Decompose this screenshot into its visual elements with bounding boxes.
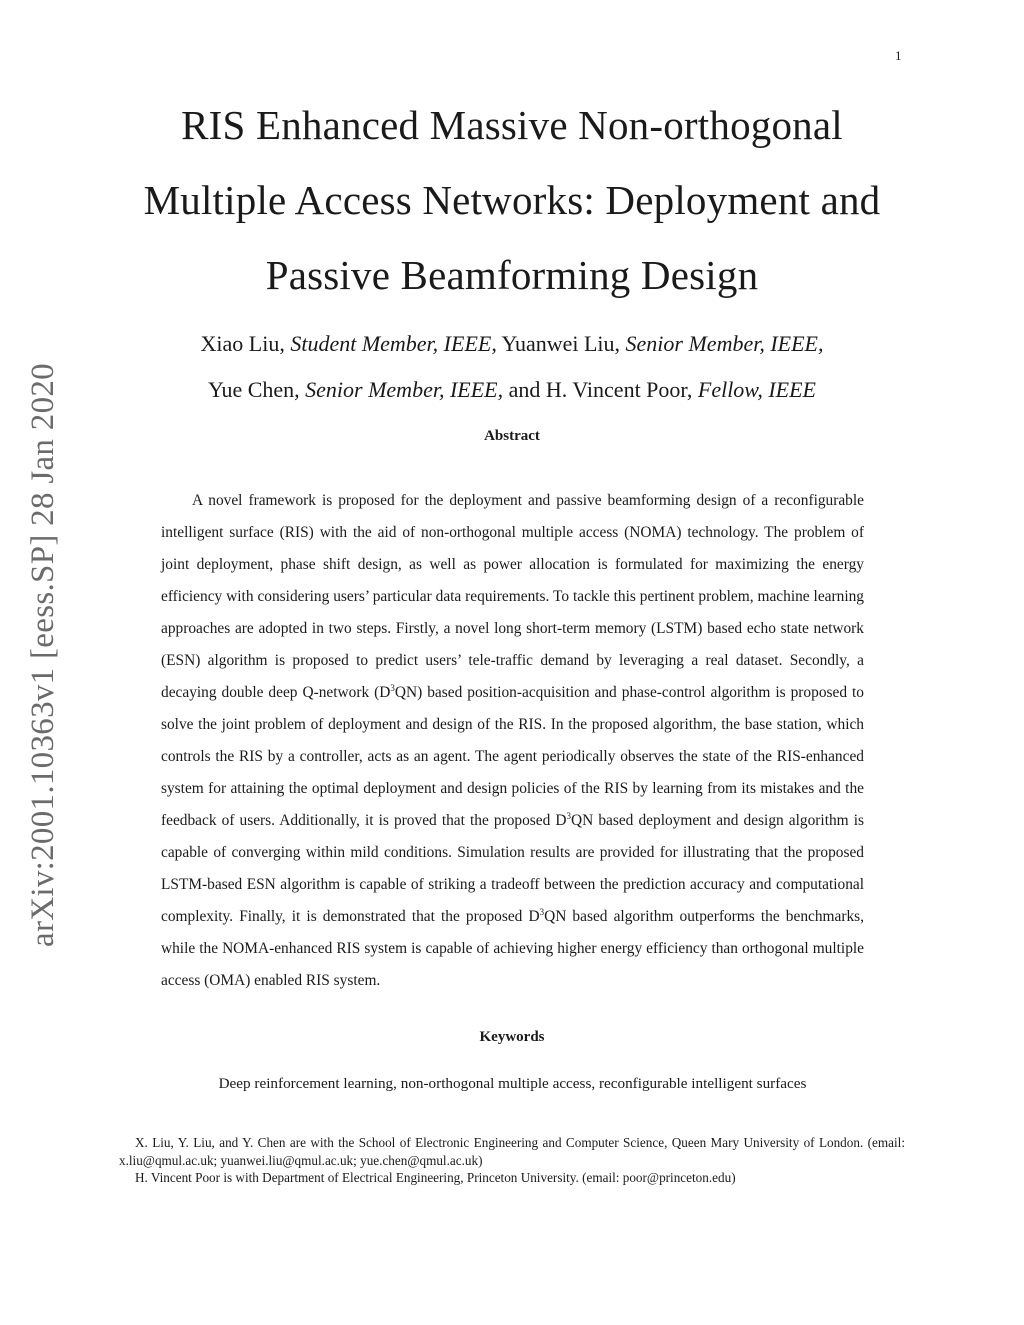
page-number: 1 (895, 48, 902, 63)
title-line-1: RIS Enhanced Massive Non-orthogonal (181, 102, 843, 148)
author-membership: Senior Member, IEEE, (625, 331, 824, 356)
footnote-affiliation-2: H. Vincent Poor is with Department of Electrical Engineering, Princeton University. (email: poor@princeton.edu) (135, 1170, 736, 1185)
arxiv-identifier-stamp: arXiv:2001.10363v1 [eess.SP] 28 Jan 2020 (25, 363, 61, 947)
keywords-text: Deep reinforcement learning, non-orthogonal multiple access, reconfigurable intelligent surfaces (218, 1075, 807, 1092)
abstract-heading: Abstract (484, 428, 540, 444)
abstract-segment: A novel framework is proposed for the deployment and passive beamforming design of a reconfigurable intelligent surface (RIS) with the aid of non-orthogonal multiple access (NOMA) technology. The problem of joint deployment, phase shift design, as well as power allocation is formulated for maximizing the energy efficiency with considering users’ particular data requirements. To tackle this pertinent problem, machine learning approaches are adopted in two steps. Firstly, a novel long short-term memory (LSTM) based echo state network (ESN) algorithm is proposed to predict users’ tele-traffic demand by leveraging a real dataset. Secondly, a decaying double deep Q-network (D (161, 492, 864, 702)
title-line-3: Passive Beamforming Design (265, 252, 759, 298)
footnote-affiliation-1: X. Liu, Y. Liu, and Y. Chen are with the School of Electronic Engineering and Computer Science, Queen Mary University of London. (email: x.liu@qmul.ac.uk; yuanwei.liu@qmul.ac.uk; yue.chen@qmul.ac.uk) (119, 1135, 905, 1168)
paper-title (90, 88, 934, 313)
author-name: Yuanwei Liu, (496, 331, 626, 356)
abstract-segment: QN) based position-acquisition and phase-control algorithm is proposed to solve the joint problem of deployment and design of the RIS. In the proposed algorithm, the base station, which controls the RIS by a controller, acts as an agent. The agent periodically observes the state of the RIS-enhanced system for attaining the optimal deployment and design policies of the RIS by learning from its mistakes and the feedback of users. Additionally, it is proved that the proposed D (161, 684, 864, 830)
author-name: and H. Vincent Poor, (503, 377, 698, 402)
abstract-segment: QN based algorithm outperforms the benchmarks, while the NOMA-enhanced RIS system is capable of achieving higher energy efficiency than orthogonal multiple access (OMA) enabled RIS system. (161, 908, 864, 990)
author-line-2 (90, 367, 934, 413)
author-membership: Fellow, IEEE (697, 377, 816, 402)
keywords-heading: Keywords (479, 1029, 545, 1045)
superscript: 3 (390, 683, 395, 694)
superscript: 3 (539, 907, 545, 918)
author-name: Yue Chen, (208, 377, 306, 402)
superscript: 3 (566, 811, 572, 822)
author-name: Xiao Liu, (200, 331, 291, 356)
abstract-text (161, 485, 864, 997)
abstract-segment: QN based deployment and design algorithm is capable of converging within mild conditions. Simulation results are provided for illustrating that the proposed LSTM-based ESN algorithm is capable of striking a tradeoff between the prediction accuracy and computational complexity. Finally, it is demonstrated that the proposed D (161, 812, 864, 926)
author-list (90, 321, 934, 413)
author-line-1 (90, 321, 934, 367)
author-affiliation-footnotes (119, 1134, 905, 1187)
title-line-2: Multiple Access Networks: Deployment and (143, 177, 881, 223)
author-membership: Student Member, IEEE, (290, 331, 497, 356)
author-membership: Senior Member, IEEE, (305, 377, 504, 402)
